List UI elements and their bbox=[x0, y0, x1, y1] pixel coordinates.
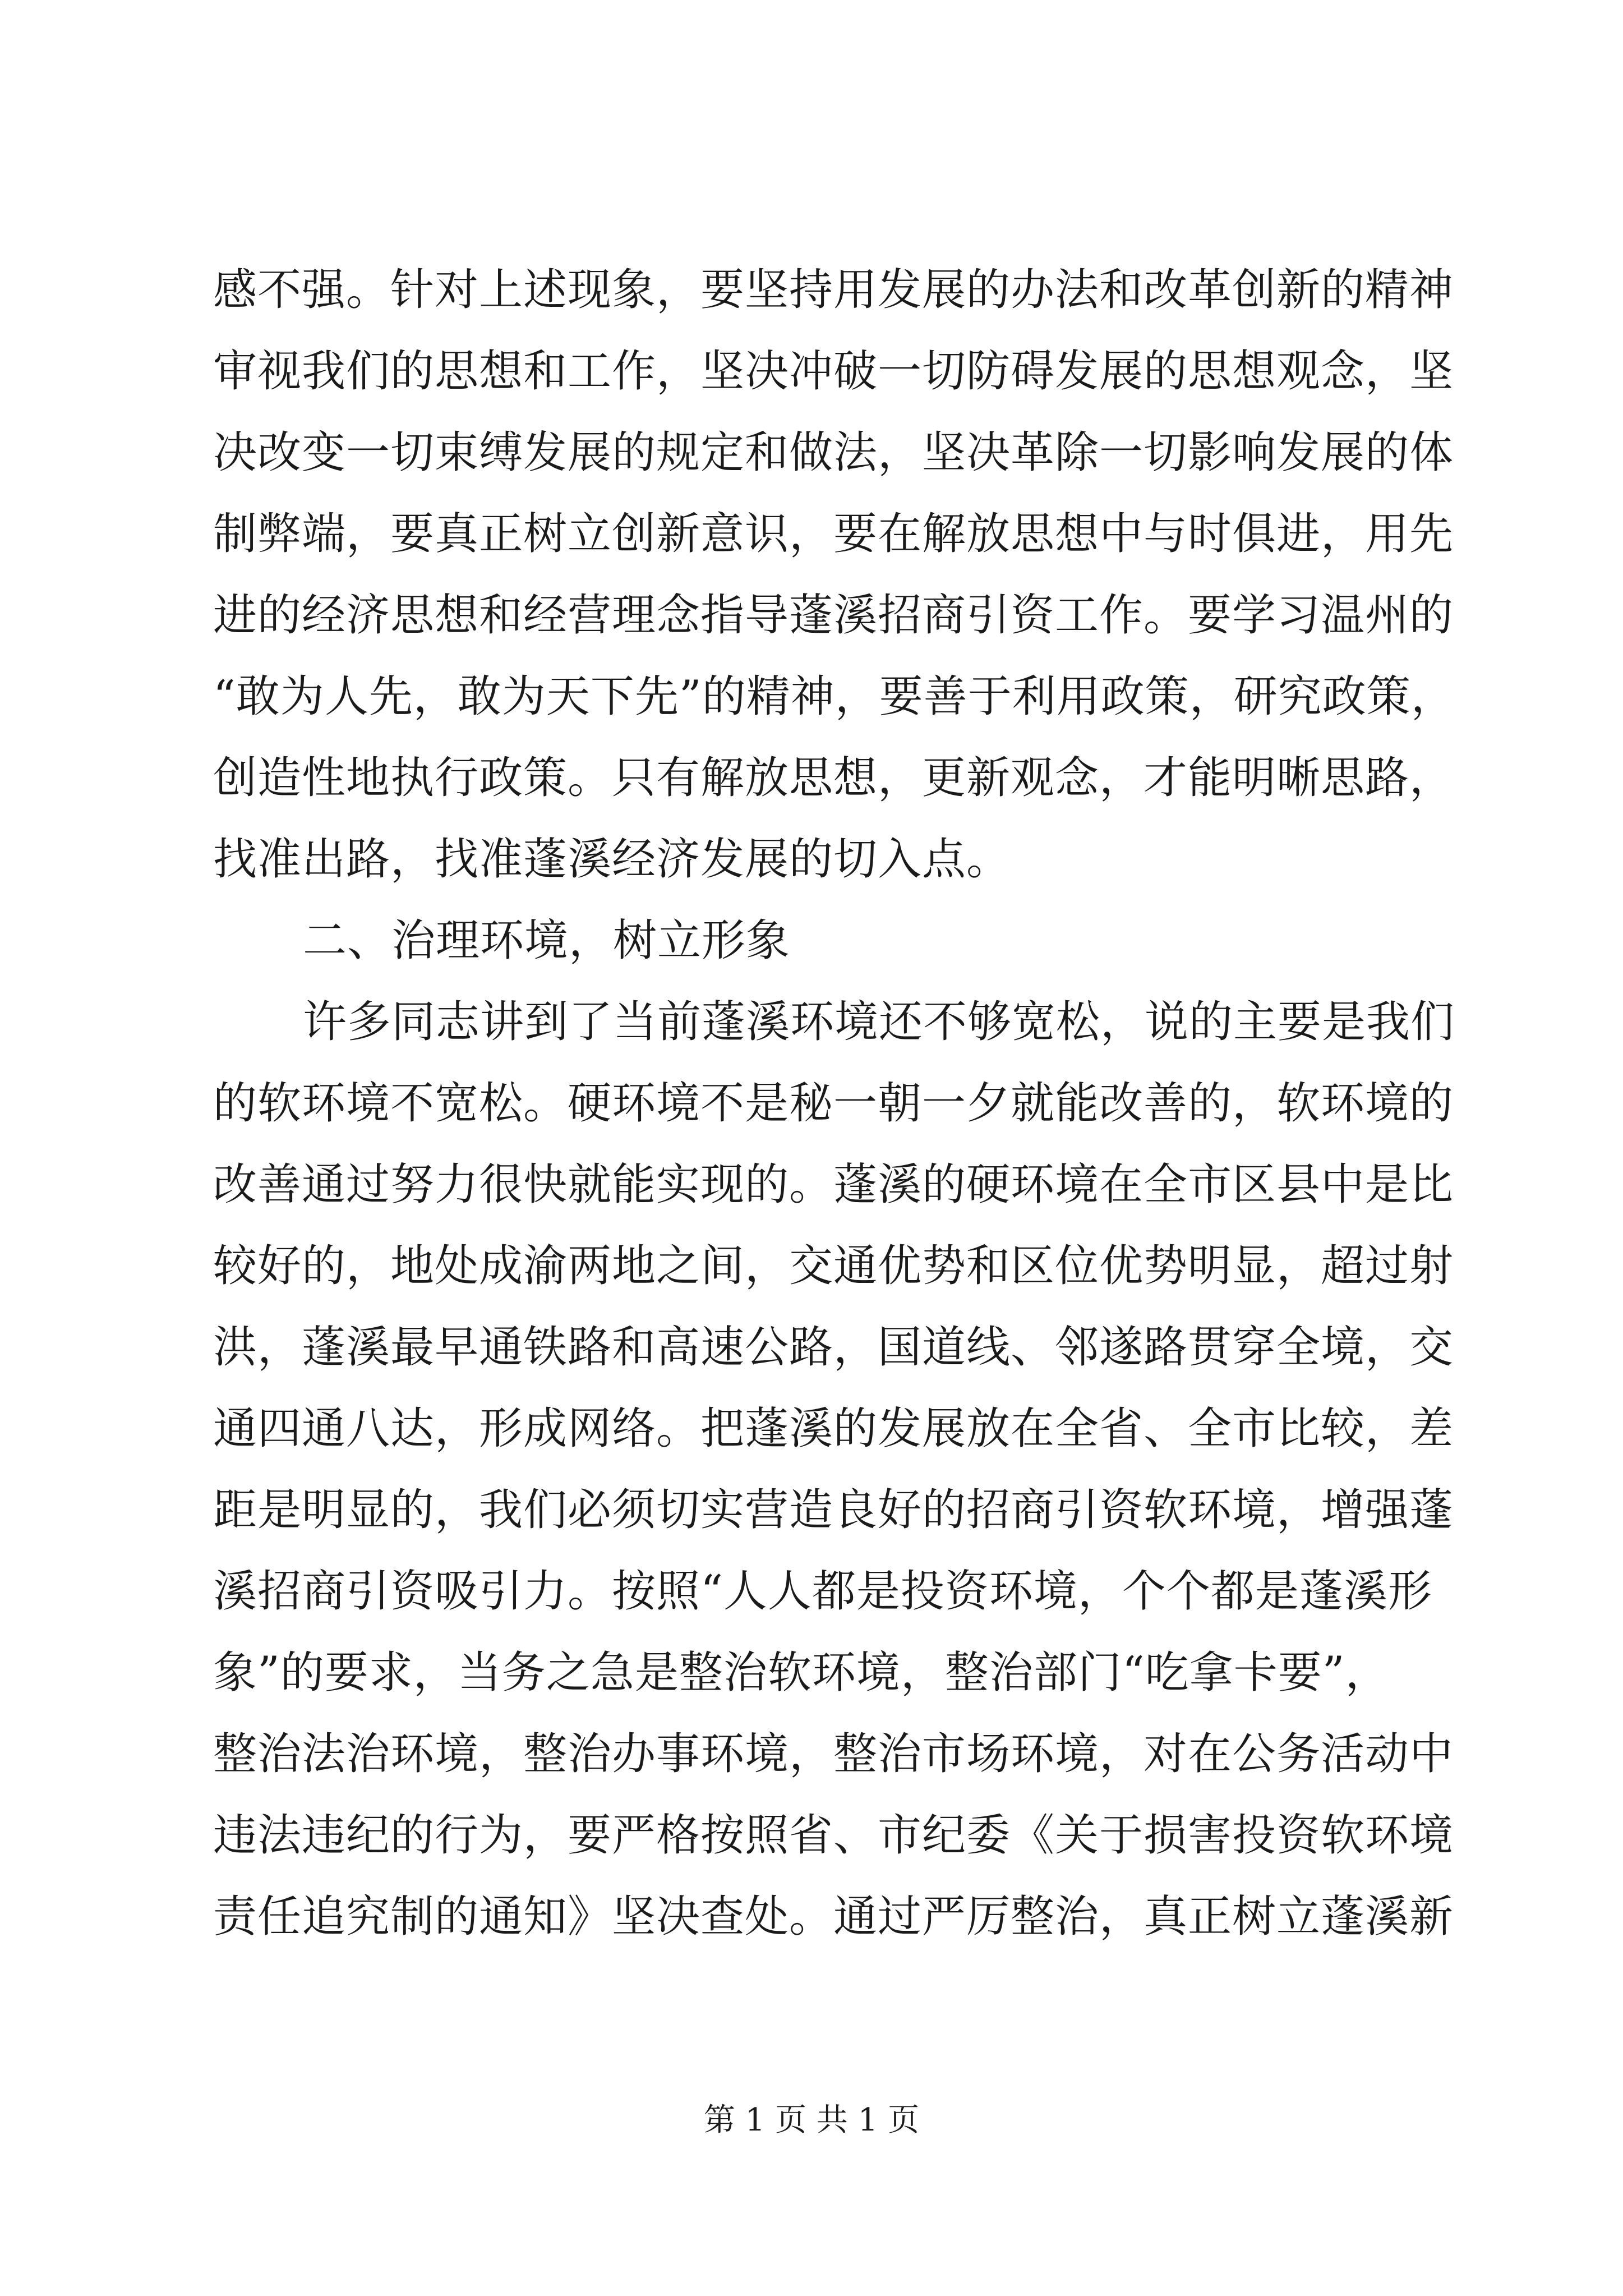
paragraph-line: 整治法治环境，整治办事环境，整治市场环境，对在公务活动中 bbox=[213, 1729, 1454, 1779]
paragraph-line: 较好的，地处成渝两地之间，交通优势和区位优势明显，超过射 bbox=[213, 1241, 1454, 1291]
page-number: 第 1 页 共 1 页 bbox=[703, 2102, 920, 2138]
paragraph-line: 的软环境不宽松。硬环境不是秘一朝一夕就能改善的，软环境的 bbox=[213, 1078, 1454, 1129]
paragraph-line: 制弊端，要真正树立创新意识，要在解放思想中与时俱进，用先 bbox=[213, 509, 1454, 559]
paragraph-line: 感不强。针对上述现象，要坚持用发展的办法和改革创新的精神 bbox=[213, 265, 1454, 315]
paragraph-line: 决改变一切束缚发展的规定和做法，坚决革除一切影响发展的体 bbox=[213, 427, 1454, 478]
paragraph-line: 象”的要求，当务之急是整治软环境，整治部门“吃拿卡要”， bbox=[213, 1648, 1390, 1698]
paragraph-line: 进的经济思想和经营理念指导蓬溪招商引资工作。要学习温州的 bbox=[213, 590, 1454, 641]
paragraph-line: 溪招商引资吸引力。按照“人人都是投资环境，个个都是蓬溪形 bbox=[213, 1566, 1432, 1617]
paragraph-line: 创造性地执行政策。只有解放思想，更新观念，才能明晰思路， bbox=[213, 753, 1454, 803]
paragraph-line: 距是明显的，我们必须切实营造良好的招商引资软环境，增强蓬 bbox=[213, 1485, 1454, 1535]
paragraph-line: “敢为人先，敢为天下先”的精神，要善于利用政策，研究政策， bbox=[213, 671, 1455, 722]
document-body bbox=[213, 250, 1455, 1958]
paragraph-line: 许多同志讲到了当前蓬溪环境还不够宽松，说的主要是我们 bbox=[303, 997, 1455, 1047]
paragraph-line: 责任追究制的通知》坚决查处。通过严厉整治，真正树立蓬溪新 bbox=[213, 1892, 1454, 1942]
paragraph-line: 找准出路，找准蓬溪经济发展的切入点。 bbox=[213, 834, 1011, 885]
paragraph-line: 洪，蓬溪最早通铁路和高速公路，国道线、邻遂路贯穿全境，交 bbox=[213, 1322, 1454, 1373]
paragraph-line: 审视我们的思想和工作，坚决冲破一切防碍发展的思想观念，坚 bbox=[213, 346, 1454, 397]
paragraph-line: 改善通过努力很快就能实现的。蓬溪的硬环境在全市区县中是比 bbox=[213, 1159, 1454, 1210]
page-footer bbox=[0, 2098, 1623, 2143]
section-heading: 二、治理环境，树立形象 bbox=[303, 915, 791, 966]
paragraph-line: 违法违纪的行为，要严格按照省、市纪委《关于损害投资软环境 bbox=[213, 1810, 1454, 1861]
paragraph-line: 通四通八达，形成网络。把蓬溪的发展放在全省、全市比较，差 bbox=[213, 1404, 1454, 1454]
